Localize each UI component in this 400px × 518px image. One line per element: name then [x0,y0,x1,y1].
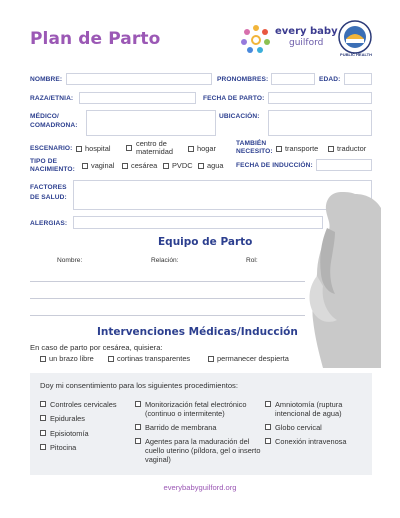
consent-controles-label: Controles cervicales [50,400,117,409]
option-traductor-label: traductor [337,144,367,153]
option-cesarea[interactable] [122,162,157,170]
consent-epidurales-label: Epidurales [50,414,85,423]
page-title: Plan de Parto [30,29,161,49]
option-vaginal-label: vaginal [91,161,115,170]
fecha-induccion-field[interactable] [316,159,372,171]
consent-panel [30,373,372,475]
consent-globo-label: Globo cervical [275,423,322,432]
checkbox[interactable] [265,401,271,407]
every-baby-guilford-logo [240,22,338,54]
consent-controles[interactable] [40,400,140,409]
option-agua-label: agua [207,161,224,170]
seal-caption: PUBLIC HEALTH [340,52,372,57]
alergias-field[interactable] [73,216,323,229]
ubicacion-field[interactable] [268,110,372,136]
option-despierta[interactable] [208,355,289,363]
edad-field[interactable] [344,73,372,85]
factores-label-1: FACTORES [30,184,67,191]
consent-pitocina-label: Pitocina [50,443,77,452]
checkbox[interactable] [276,146,282,152]
option-transporte-label: transporte [285,144,319,153]
sun-people-logo-icon [240,24,272,54]
medico-field[interactable] [86,110,216,136]
consent-amniotomia-label: Amniotomía (ruptura intencional de agua) [275,400,343,418]
consent-globo[interactable] [265,423,369,432]
tambien-label-2: NECESITO: [236,148,273,155]
option-traductor[interactable] [328,145,366,153]
checkbox[interactable] [265,438,271,444]
cesarea-prompt: En caso de parto por cesárea, quisiera: [30,343,163,352]
option-cesarea-label: cesárea [131,161,158,170]
checkbox[interactable] [40,401,46,407]
checkbox[interactable] [82,163,88,169]
footer-url[interactable]: everybabyguilford.org [163,483,237,492]
checkbox[interactable] [208,356,214,362]
checkbox[interactable] [40,415,46,421]
checkbox[interactable] [265,424,271,430]
consent-epidurales[interactable] [40,414,140,423]
consent-agentes[interactable] [135,437,263,464]
factores-label-2: DE SALUD: [30,194,67,201]
option-vaginal[interactable] [82,162,114,170]
option-cortinas[interactable] [108,355,190,363]
checkbox[interactable] [328,146,334,152]
consent-episiotomia[interactable] [40,429,140,438]
checkbox[interactable] [126,145,132,151]
option-agua[interactable] [198,162,223,170]
option-transporte[interactable] [276,145,318,153]
raza-label: RAZA/ETNIA: [30,95,74,102]
team-line-1[interactable] [30,281,305,282]
option-brazo-libre[interactable] [40,355,94,363]
checkbox[interactable] [135,424,141,430]
logo-line-1: every baby [275,26,338,37]
consent-agentes-label: Agentes para la maduración del cuello uterino (píldora, gel o inserto vaginal) [145,437,261,464]
alergias-label: ALERGIAS: [30,220,68,227]
option-hospital-label: hospital [85,144,111,153]
county-seal-icon [338,20,372,54]
option-pvdc[interactable] [163,162,193,170]
option-pvdc-label: PVDC [172,161,193,170]
checkbox[interactable] [40,444,46,450]
ubicacion-label: UBICACIÓN: [219,113,260,120]
nombre-field[interactable] [66,73,212,85]
intervenciones-title: Intervenciones Médicas/Inducción [97,326,298,338]
option-cortinas-label: cortinas transparentes [117,354,191,363]
col-rol: Rol: [246,257,258,264]
edad-label: EDAD: [319,76,341,83]
consent-prompt: Doy mi consentimiento para los siguientes procedimientos: [40,381,238,390]
checkbox[interactable] [40,430,46,436]
checkbox[interactable] [188,146,194,152]
checkbox[interactable] [76,146,82,152]
escenario-label: ESCENARIO: [30,145,73,152]
col-nombre: Nombre: [57,257,83,264]
checkbox[interactable] [198,163,204,169]
consent-conexion[interactable] [265,437,369,446]
option-centro-label-1: centro de [136,139,167,148]
pronombres-field[interactable] [271,73,315,85]
checkbox[interactable] [135,401,141,407]
consent-monitorizacion-label: Monitorización fetal electrónico (continuo o intermitente) [145,400,247,418]
nombre-label: NOMBRE: [30,76,63,83]
consent-conexion-label: Conexión intravenosa [275,437,347,446]
checkbox[interactable] [122,163,128,169]
consent-barrido[interactable] [135,423,263,432]
fecha-induccion-label: FECHA DE INDUCCIÓN: [236,162,313,169]
pregnant-woman-silhouette-icon [305,188,381,368]
team-line-2[interactable] [30,298,305,299]
checkbox[interactable] [163,163,169,169]
tipo-label-2: NACIMIENTO: [30,166,75,173]
consent-monitorizacion[interactable] [135,400,263,418]
logo-line-2: guilford [289,38,324,48]
tambien-label-1: TAMBIÉN [236,140,267,147]
team-line-3[interactable] [30,315,305,316]
checkbox[interactable] [108,356,114,362]
option-centro[interactable] [126,140,135,151]
checkbox[interactable] [135,438,141,444]
option-hogar-label: hogar [197,144,216,153]
option-centro-label-2: maternidad [136,147,173,156]
consent-episiotomia-label: Episiotomía [50,429,89,438]
consent-barrido-label: Barrido de membrana [145,423,217,432]
consent-amniotomia[interactable] [265,400,369,418]
equipo-title: Equipo de Parto [158,236,253,248]
medico-label-2: COMADRONA: [30,122,78,129]
pronombres-label: PRONOMBRES: [217,76,269,83]
option-hospital[interactable] [76,145,110,153]
consent-pitocina[interactable] [40,443,140,452]
raza-field[interactable] [79,92,196,104]
checkbox[interactable] [40,356,46,362]
option-hogar[interactable] [188,145,216,153]
medico-label-1: MÉDICO/ [30,113,59,120]
fecha-parto-field[interactable] [268,92,372,104]
option-despierta-label: permanecer despierta [217,354,289,363]
option-brazo-libre-label: un brazo libre [49,354,94,363]
fecha-parto-label: FECHA DE PARTO: [203,95,265,102]
tipo-label-1: TIPO DE [30,158,58,165]
col-relacion: Relación: [151,257,179,264]
